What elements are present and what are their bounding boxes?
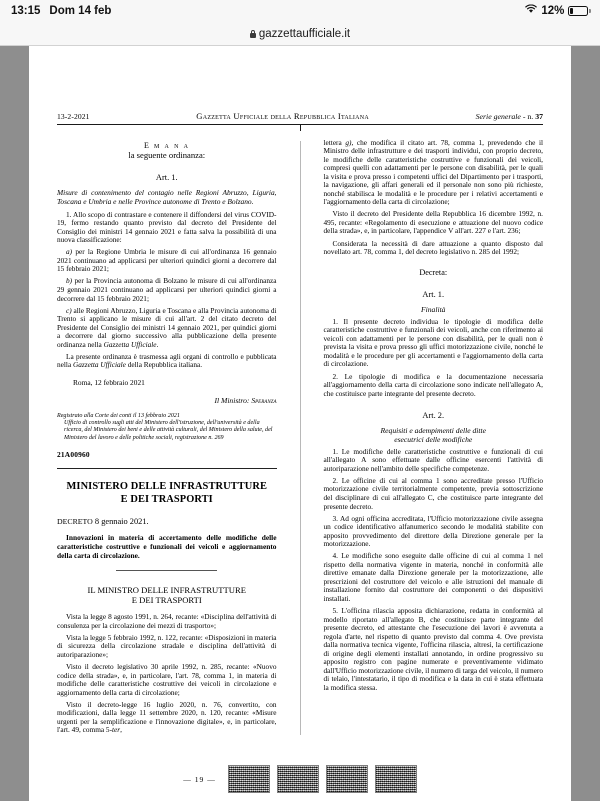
vista-4-part2: , — [120, 725, 122, 735]
vista-4-ter: ter — [112, 725, 121, 735]
lock-icon — [250, 30, 256, 38]
series-label: Serie generale — [475, 112, 521, 121]
lettera-body: , che modifica il citato art. 78, comma 1, prevedendo che il Ministro delle infrastrutture e dei trasporti individui, con proprio decreto, le modifiche delle caratteristiche costruttive e funzionali dei veicoli, compresi quelli con adattamenti per le persone con disabilità, per le quali la visita e prova presso i competenti uffici del Dipartimento per i trasporti, la navigazione, gli affari generali ed il personale non sono più richieste, nonché stabilisca le modalità e le procedure per i relativi accertamenti e l'aggiornamento della carta di circolazione; — [323, 137, 543, 207]
rubric-rule — [116, 570, 217, 571]
vista-block — [57, 613, 277, 735]
right-continuation-paragraph — [324, 139, 544, 207]
page-gutter-left — [0, 46, 29, 801]
ministro-heading — [57, 585, 277, 606]
lettera-marker: g) — [345, 137, 352, 147]
browser-url-bar[interactable] — [0, 22, 600, 46]
registration-note — [57, 413, 277, 443]
left-para-b-marker: b) — [66, 276, 73, 286]
right-art2-para-2: 2. Le officine di cui al comma 1 sono accreditate presso l'Ufficio motorizzazione civile territorialmente competente, previa sottoscrizione del disciplinare di cui all'allegato C, che costituisce parte integrante del presente decreto. — [323, 475, 543, 511]
right-art2-rubric — [324, 426, 544, 444]
right-art1-para-2: 2. Le tipologie di modifica e la documentazione necessaria all'aggiornamento della carta di circolazione sono indicate nell'allegato A, che costituisce parte integrante del presente decreto. — [323, 371, 543, 398]
scan-artifact-block — [228, 765, 270, 793]
art2-rubric-line-2: esecutrici delle modifiche — [394, 435, 473, 445]
page-columns — [29, 139, 571, 735]
scan-artifact-block — [375, 765, 417, 793]
art2-rubric-line-1: Requisiti e adempimenti delle ditte — [380, 425, 486, 435]
left-para-a — [57, 248, 277, 274]
trasmessa-gazzetta: Gazzetta Ufficiale — [73, 360, 126, 370]
right-art1-para-1: 1. Il presente decreto individua le tipologie di modifica delle caratteristiche costruttive e funzionali dei veicoli, anche con riferimento ai veicoli con adattamenti per le persone con disabilità, per le quali non è prevista la visita e prova presso gli uffici motorizzazione civile, nonché le modalità e le procedure per gli accertamenti e l'aggiornamento della carta di circolazione. — [323, 316, 543, 369]
right-art1-heading: Art. 1. — [422, 290, 445, 300]
registration-line-2: Ufficio di controllo sugli atti del Ministero dell'istruzione, dell'università e della ricerca, del Ministero dei beni e delle attività culturali, del Ministero della salute, del Ministero del lavoro e delle politiche sociali, registrazione n. 269 — [64, 419, 273, 441]
page-footer — [29, 765, 571, 793]
trasmessa-part2: della Repubblica italiana. — [125, 360, 203, 370]
decreto-date: 8 gennaio 2021. — [92, 517, 149, 527]
left-para-c-gazzetta: Gazzetta Ufficiale — [103, 339, 157, 349]
vista-3: Visto il decreto legislativo 30 aprile 1992, n. 285, recante: «Nuovo codice della strada», e, in particolare, l'art. 78, comma 1, in materia di modifiche delle caratteristiche costruttive dei veicoli in circolazione e aggiornamento della carta di circolazione; — [57, 662, 277, 697]
left-art1-heading: Art. 1. — [155, 173, 178, 183]
status-bar-left — [11, 5, 111, 17]
running-head-date: 13-2-2021 — [57, 112, 90, 121]
series-separator: - n. — [520, 112, 536, 121]
document-page — [29, 46, 571, 801]
wifi-icon — [525, 5, 537, 17]
right-art2-para-5: 5. L'officina rilascia apposita dichiarazione, redatta in conformità al modello riportato all'allegato B, che costituisce parte integrante del presente decreto, ed attestante che l'esecuzione dei lavori è avvenuta a regola d'arte, nel rispetto di quanto previsto dal comma 4. Ove prevista dalla normativa tecnica vigente, l'officina rilascia, altresì, la certificazione di origine degli elementi installati annotando, in ordine progressivo su apposito registro con pagine numerate e preventivamente vidimato dall'Ufficio motorizzazione civile, il numero di targa del veicolo, il numero di telaio, l'intestatario, il tipo di modifica e la data in cui è stata effettuata la modifica stessa. — [323, 606, 543, 692]
visto-dpr-paragraph: Visto il decreto del Presidente della Repubblica 16 dicembre 1992, n. 495, recante: «Regolamento di esecuzione e attuazione del nuovo codice della strada», e, in particolare, l'appendice V all'art. 227 e l'art. 236; — [323, 209, 543, 236]
running-head-title: Gazzetta Ufficiale della Repubblica Italiana — [196, 111, 369, 121]
column-divider — [300, 141, 301, 735]
right-art2-para-4: 4. Le modifiche sono eseguite dalle officine di cui al comma 1 nel rispetto della normativa vigente in materia, nonché in conformità alle direttive emanate dalla Direzione generale per la motorizzazione, alle prescrizioni del costruttore del veicolo e alle istruzioni del manuale di installazione fornito dal costruttore dei componenti o dei dispositivi installati. — [323, 551, 543, 604]
battery-icon — [568, 6, 591, 16]
decreta-heading: Decreta: — [419, 267, 448, 277]
status-bar-time: 13:15 — [11, 5, 41, 17]
right-art2-para-1: 1. Le modifiche delle caratteristiche costruttive e funzionali di cui all'allegato A sono effettuate dalle officine esercenti l'attività di autoriparazione nell'ambito delle specifiche competenze. — [323, 446, 543, 473]
considerata-paragraph: Considerata la necessità di dare attuazione a quanto disposto dal novellato art. 78, comma 1, del decreto legislativo n. 285 del 1992; — [323, 238, 543, 257]
right-art2-heading: Art. 2. — [422, 411, 445, 421]
decreto-label — [57, 517, 277, 527]
section-rule — [57, 468, 277, 469]
left-para-b — [57, 277, 277, 303]
page-gutter-right — [571, 46, 600, 801]
right-art1-rubric: Finalità — [421, 305, 446, 315]
status-bar-right — [525, 5, 591, 17]
decreto-word: DECRETO — [57, 517, 93, 527]
vista-1: Vista la legge 8 agosto 1991, n. 264, recante: «Disciplina dell'attività di consulenza per la circolazione dei mezzi di trasporto»; — [57, 612, 277, 630]
minister-signature — [57, 397, 277, 406]
vista-4-part1: Visto il decreto-legge 16 luglio 2020, n. 76, convertito, con modificazioni, dalla legge 11 settembre 2020, n. 120, recante: «Misure urgenti per la semplificazione e l'innovazione digitale», e, in particolare, l'art. 49, comma 5- — [57, 699, 277, 735]
left-place-date: Roma, 12 febbraio 2021 — [73, 377, 145, 387]
left-column — [57, 139, 277, 735]
left-para-trasmessa — [57, 353, 277, 370]
minister-label: Il Ministro: — [214, 395, 250, 405]
series-number: 37 — [535, 112, 543, 121]
left-art1-rubric: Misure di contenimento del contagio nelle Regioni Abruzzo, Liguria, Toscana e Umbria e nelle Province autonome di Trento e Bolzano. — [57, 188, 277, 207]
registration-line-1: Registrato alla Corte dei conti il 13 febbraio 2021 — [57, 412, 180, 419]
left-para-c-end: . — [156, 339, 159, 349]
emana-heading: E m a n a — [143, 140, 190, 150]
right-column — [324, 139, 544, 735]
running-head-series — [476, 112, 543, 121]
ministro-heading-line-1: IL MINISTRO DELLE INFRASTRUTTURE — [87, 584, 246, 595]
vista-4 — [57, 701, 277, 735]
left-para-1: 1. Allo scopo di contrastare e contenere il diffondersi del virus COVID-19, fermo restando quanto previsto dal decreto del Presidente del Consiglio dei ministri 14 gennaio 2021 e fatta salva la possibilità di una nuova classificazione: — [57, 209, 277, 245]
battery-percent-label: 12% — [541, 5, 565, 17]
ministry-title — [57, 481, 277, 506]
url-text: gazzettaufficiale.it — [258, 27, 351, 40]
emana-subheading: la seguente ordinanza: — [128, 150, 206, 161]
right-art2-para-3: 3. Ad ogni officina accreditata, l'Ufficio motorizzazione civile assegna un codice identificativo alfanumerico secondo le modalità stabilite con apposito provvedimento del direttore della Direzione generale per la motorizzazione. — [323, 513, 543, 549]
scan-artifact-strip — [228, 765, 417, 793]
status-bar-date: Dom 14 feb — [49, 5, 112, 17]
left-para-a-text: per la Regione Umbria le misure di cui all'ordinanza 16 gennaio 2021 continuano ad applicarsi per ulteriori quindici giorni a decorrere dal 15 febbraio 2021; — [57, 247, 277, 274]
act-code: 21A00960 — [57, 450, 90, 460]
trasmessa-part1: La presente ordinanza è trasmessa agli organi di controllo e pubblicata nella — [57, 351, 277, 370]
ministro-heading-line-2: E DEI TRASPORTI — [131, 595, 202, 606]
running-head-tick — [300, 125, 301, 131]
ministry-title-line-2: E DEI TRASPORTI — [120, 493, 213, 505]
left-para-b-text: per la Provincia autonoma di Bolzano le misure di cui all'ordinanza 29 gennaio 2021 continuano ad applicarsi per ulteriori quindici giorni a decorrere dal 15 febbraio 2021; — [57, 276, 277, 303]
running-head — [29, 111, 571, 121]
vista-2: Vista la legge 5 febbraio 1992, n. 122, recante: «Disposizioni in materia di sicurezza della circolazione stradale e disciplina dell'attività di autoriparazione»; — [57, 632, 277, 659]
scan-artifact-block — [326, 765, 368, 793]
left-para-c-text: alle Regioni Abruzzo, Liguria e Toscana e alla Provincia autonoma di Trento si applicano le misure di cui all'art. 2 del citato decreto del Presidente del Consiglio dei ministri 14 gennaio 2021, per quindici giorni a decorrere dal giorno successivo alla pubblicazione della presente ordinanza nella — [57, 305, 277, 349]
left-para-a-marker: a) — [66, 247, 73, 257]
left-para-c-marker: c) — [66, 305, 72, 315]
ministry-title-line-1: MINISTERO DELLE INFRASTRUTTURE — [66, 480, 267, 492]
left-para-c — [57, 307, 277, 350]
pdf-viewport[interactable] — [0, 46, 600, 801]
decreto-rubric: Innovazioni in materia di accertamento delle modifiche delle caratteristiche costruttive e funzionali dei veicoli e aggiornamento della carta di circolazione. — [57, 533, 277, 560]
ios-status-bar — [0, 0, 600, 22]
lettera-prefix: lettera — [323, 137, 346, 147]
scan-artifact-block — [277, 765, 319, 793]
minister-name: Speranza — [251, 395, 277, 405]
folio-number: — 19 — — [183, 774, 216, 784]
